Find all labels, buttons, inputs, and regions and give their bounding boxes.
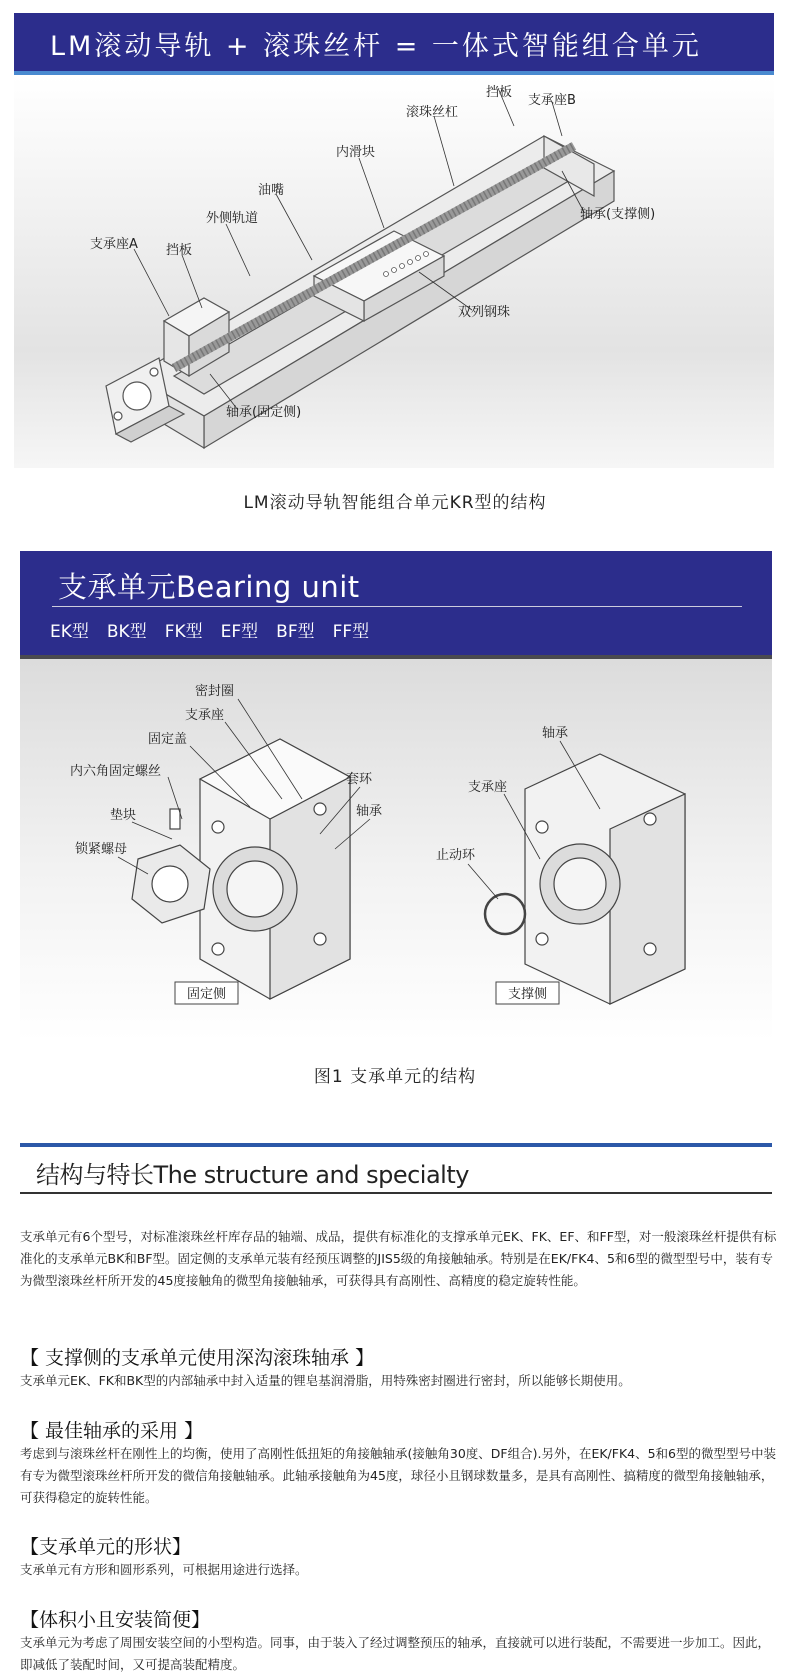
label-outer-rail: 外侧轨道 xyxy=(206,211,259,226)
label-bearing-support: 轴承 xyxy=(542,726,569,741)
label-bearing-fixed-side: 轴承(固定侧) xyxy=(226,405,302,420)
bearing-unit-figure xyxy=(20,659,772,1041)
figure1-caption: LM滚动导轨智能组合单元KR型的结构 xyxy=(243,493,547,513)
section-top-rule xyxy=(20,1143,772,1147)
label-bearing-fixed: 轴承 xyxy=(356,804,383,819)
label-ball-screw: 滚珠丝杠 xyxy=(406,105,459,120)
actuator-figure xyxy=(14,76,774,468)
label-support-a: 支承座A xyxy=(90,237,138,252)
page-title: LM滚动导轨 + 滚珠丝杆 = 一体式智能组合单元 xyxy=(50,31,702,62)
label-seal: 密封圈 xyxy=(195,684,235,699)
top-banner xyxy=(14,13,774,75)
heading-compact: 【体积小且安装简便】 xyxy=(20,1609,211,1631)
text-best-bearing: 考虑到与滚珠丝杆在刚性上的均衡，使用了高刚性低扭矩的角接触轴承(接触角30度、DF组合).另外，在EK/FK4、5和6型的微型型号中装有专为微型滚珠丝杆所开发的微信角接触轴承。此轴承接触角为45度，球径小且钢球数量多，是具有高刚性、搞精度的微型角接触轴承，可获得稳定的旋转性能。 xyxy=(20,1446,777,1505)
type-bk: BK型 xyxy=(106,622,147,642)
banner-divider xyxy=(52,606,742,607)
type-fk: FK型 xyxy=(164,622,203,642)
support-side-label: 支撑侧 xyxy=(507,987,548,1002)
heading-shape: 【支承单元的形状】 xyxy=(20,1536,192,1558)
label-pad: 垫块 xyxy=(110,808,137,823)
label-housing-fixed: 支承座 xyxy=(185,708,225,723)
text-compact: 支承单元为考虑了周围安装空间的小型构造。同事，由于装入了经过调整预压的轴承，直接就可以进行装配，不需要进一步加工。因此，即减低了装配时间，又可提高装配精度。 xyxy=(20,1635,771,1672)
heading-deep-groove: 【 支撑侧的支承单元使用深沟滚珠轴承 】 xyxy=(20,1347,375,1369)
structure-section-title: 结构与特长The structure and specialty xyxy=(36,1161,469,1189)
type-ek: EK型 xyxy=(50,622,89,642)
bearing-unit-banner xyxy=(20,551,772,655)
bearing-unit-title: 支承单元Bearing unit xyxy=(58,570,360,604)
label-baffle-a: 挡板 xyxy=(166,243,193,258)
label-fixed-cover: 固定盖 xyxy=(148,732,188,747)
bearing-unit-illustration xyxy=(20,659,772,1041)
figure2-caption: 图1 支承单元的结构 xyxy=(313,1067,477,1087)
label-oil-nozzle: 油嘴 xyxy=(258,183,285,198)
text-shape: 支承单元有方形和圆形系列，可根据用途进行选择。 xyxy=(20,1562,308,1577)
fixed-side-label: 固定侧 xyxy=(186,987,227,1002)
intro-paragraph: 支承单元有6个型号，对标准滚珠丝杆库存品的轴端、成品，提供有标准化的支撑承单元EK、FK、EF、和FF型，对一般滚珠丝杆提供有标准化的支承单元BK和BF型。固定侧的支承单元装有经预压调整的JIS5级的角接触轴承。特别是在EK/FK4、5和6型的微型型号中，装有专为微型滚珠丝杆所开发的45度接触角的微型角接触轴承，可获得具有高刚性、高精度的稳定旋转性能。 xyxy=(20,1229,777,1288)
section-bottom-rule xyxy=(20,1192,772,1194)
actuator-illustration xyxy=(14,76,774,468)
label-lock-nut: 锁紧螺母 xyxy=(75,842,128,857)
type-ff: FF型 xyxy=(332,622,370,642)
label-baffle-b: 挡板 xyxy=(486,85,513,100)
type-ef: EF型 xyxy=(220,622,259,642)
label-inner-slider: 内滑块 xyxy=(336,145,376,160)
type-list xyxy=(50,617,369,642)
label-bearing-support-side: 轴承(支撑侧) xyxy=(580,207,656,222)
type-bf: BF型 xyxy=(276,622,315,642)
label-housing-support: 支承座 xyxy=(468,780,508,795)
heading-best-bearing: 【 最佳轴承的采用 】 xyxy=(20,1420,204,1442)
label-double-row-balls: 双列钢珠 xyxy=(458,305,511,320)
label-snap-ring: 止动环 xyxy=(436,848,476,863)
label-support-b: 支承座B xyxy=(528,93,576,108)
text-deep-groove: 支承单元EK、FK和BK型的内部轴承中封入适量的锂皂基润滑脂，用特殊密封圈进行密封，所以能够长期使用。 xyxy=(20,1373,631,1388)
label-collar: 套环 xyxy=(346,772,373,787)
label-hex-screw: 内六角固定螺丝 xyxy=(70,764,162,779)
